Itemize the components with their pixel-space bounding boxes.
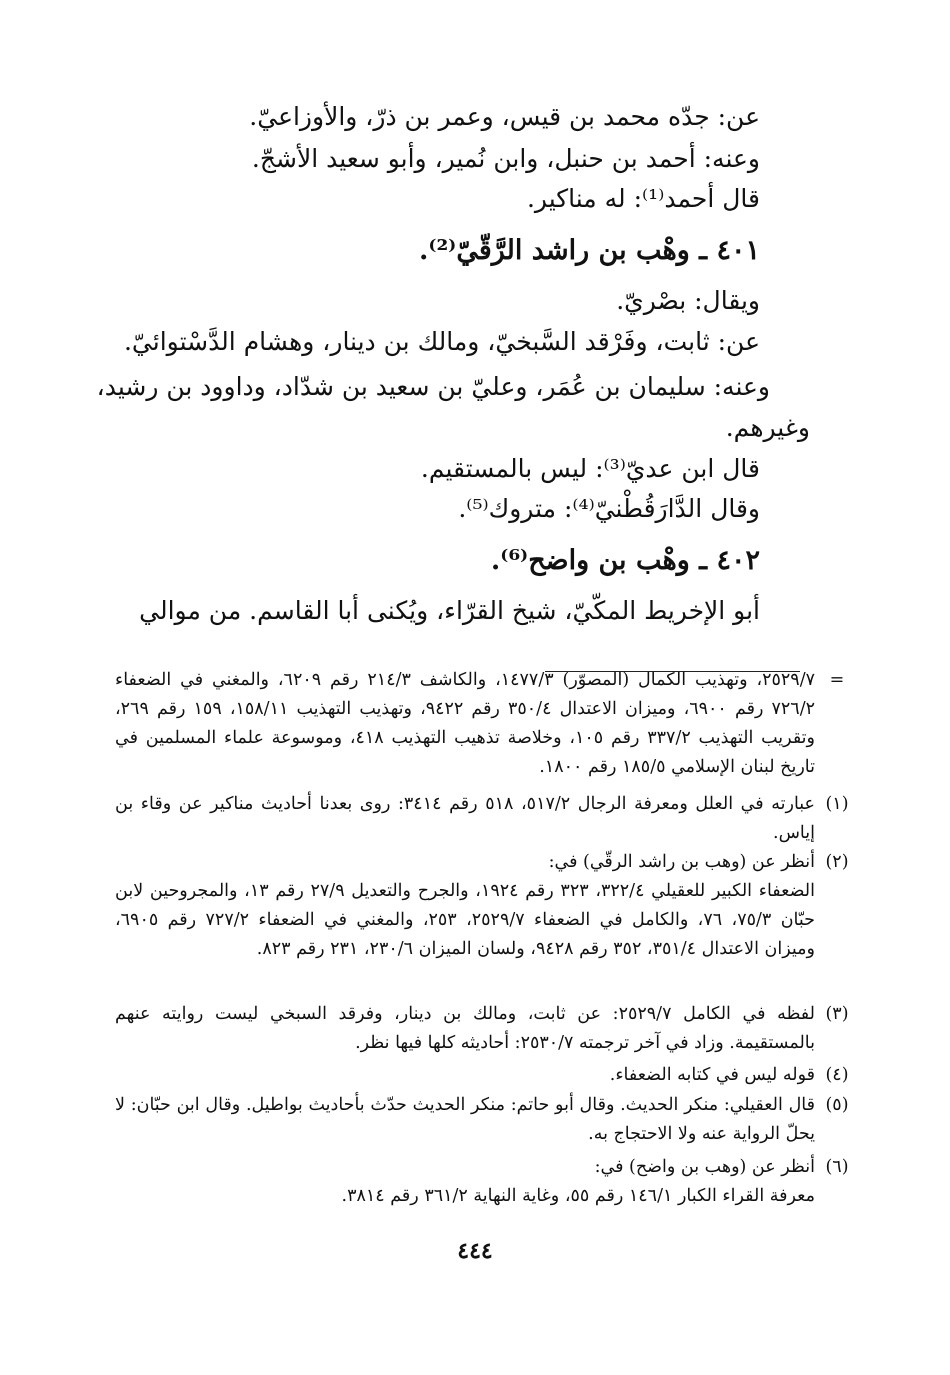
footnote-text: قال العقيلي: منكر الحديث. وقال أبو حاتم: منكر الحديث حدّث بأحاديث بواطيل. وقال ابن حبّان: لا يحلّ الرواية عنه ولا الاحتجاج به. [115, 1095, 815, 1144]
text-line: وعنه: أحمد بن حنبل، وابن نُمير، وأبو سعيد الأشجّ. [251, 144, 760, 173]
text-line: عن: ثابت، وفَرْقد السَّبخيّ، ومالك بن دينار، وهشام الدَّسْتوائيّ. [123, 327, 760, 356]
text-line: وغيرهم. [725, 413, 810, 442]
footnote-number: (١) [825, 794, 849, 814]
footnote-continued [115, 666, 845, 782]
text-line: عن: جدّه محمد بن قيس، وعمر بن ذرّ، والأوزاعيّ. [249, 102, 760, 131]
text-line: قال أحمد⁽¹⁾: له مناكير. [526, 184, 760, 213]
footnote-4 [115, 1061, 849, 1090]
footnote-number: (٥) [825, 1095, 849, 1115]
footnote-5 [115, 1091, 849, 1149]
footnote-text: قوله ليس في كتابه الضعفاء. [609, 1065, 815, 1085]
footnote-6 [115, 1153, 849, 1211]
footnote-number: (٢) [825, 852, 849, 872]
footnote-3 [115, 1000, 849, 1058]
footnote-number: (٤) [825, 1065, 849, 1085]
footnote-intro: أنظر عن (وهب بن راشد الرقّي) في: [548, 852, 815, 872]
entry-heading-401: ٤٠١ ـ وهْب بن راشد الرَّقّيّ⁽²⁾. [419, 235, 760, 266]
footnote-marker: = [829, 670, 845, 690]
page-number: ٤٤٤ [457, 1238, 493, 1264]
footnote-text: لفظه في الكامل ٢٥٢٩/٧: عن ثابت، ومالك بن دينار، وفرقد السبخي ليست روايته عنهم بالمستقيمة. وزاد في آخر ترجمته ٢٥٣٠/٧: أحاديثه كلها فيها نظر. [115, 1004, 815, 1053]
footnote-text: الضعفاء الكبير للعقيلي ٣٢٢/٤، ٣٢٣ رقم ١٩٢٤، والجرح والتعديل ٢٧/٩ رقم ١٣، والمجروحين لابن حبّان ٧٥/٣، ٧٦، والكامل في الضعفاء ٢٥٢٩/٧، ٢٥٣، والمغني في الضعفاء ٧٢٧/٢ رقم ٦٩٠٥، وميزان الاعتدال ٣٥١/٤، ٣٥٢ رقم ٩٤٢٨، ولسان الميزان ٢٣٠/٦، ٢٣١ رقم ٨٢٣. [115, 881, 815, 959]
text-line: أبو الإخريط المكّيّ، شيخ القرّاء، ويُكنى أبا القاسم. من موالي [139, 596, 760, 625]
footnote-1 [115, 790, 849, 848]
entry-heading-402: ٤٠٢ ـ وهْب بن واضح⁽⁶⁾. [490, 545, 760, 576]
footnote-text: ٢٥٢٩/٧، وتهذيب الكمال (المصوّر) ١٤٧٧/٣، والكاشف ٢١٤/٣ رقم ٦٢٠٩، والمغني في الضعفاء ٧٢٦/٢ رقم ٦٩٠٠، وميزان الاعتدال ٣٥٠/٤ رقم ٩٤٢٢، وتهذيب التهذيب ١٥٨/١١، ١٥٩ رقم ٢٦٩، وتقريب التهذيب ٣٣٧/٢ رقم ١٠٥، وخلاصة تذهيب التهذيب ٤١٨، وموسوعة علماء المسلمين في تاريخ لبنان الإسلامي ١٨٥/٥ رقم ١٨٠٠. [115, 670, 816, 777]
footnote-intro: أنظر عن (وهب بن واضح) في: [594, 1157, 815, 1177]
footnote-number: (٣) [825, 1004, 849, 1024]
footnote-number: (٦) [825, 1157, 849, 1177]
text-line: وقال الدَّارَقُطْنيّ⁽⁴⁾: متروك⁽⁵⁾. [458, 494, 760, 523]
footnote-text: عبارته في العلل ومعرفة الرجال ٥١٧/٢، ٥١٨ رقم ٣٤١٤: روى بعدنا أحاديث مناكير عن وقاء بن إياس. [115, 794, 815, 843]
footnote-text: معرفة القراء الكبار ١٤٦/١ رقم ٥٥، وغاية النهاية ٣٦١/٢ رقم ٣٨١٤. [341, 1186, 815, 1206]
text-line: ويقال: بصْريّ. [616, 286, 760, 315]
text-line: وعنه: سليمان بن عُمَر، وعليّ بن سعيد بن شدّاد، وداوود بن رشيد، [96, 372, 770, 401]
text-line: قال ابن عديّ⁽³⁾: ليس بالمستقيم. [420, 454, 760, 483]
footnote-2 [115, 848, 849, 964]
